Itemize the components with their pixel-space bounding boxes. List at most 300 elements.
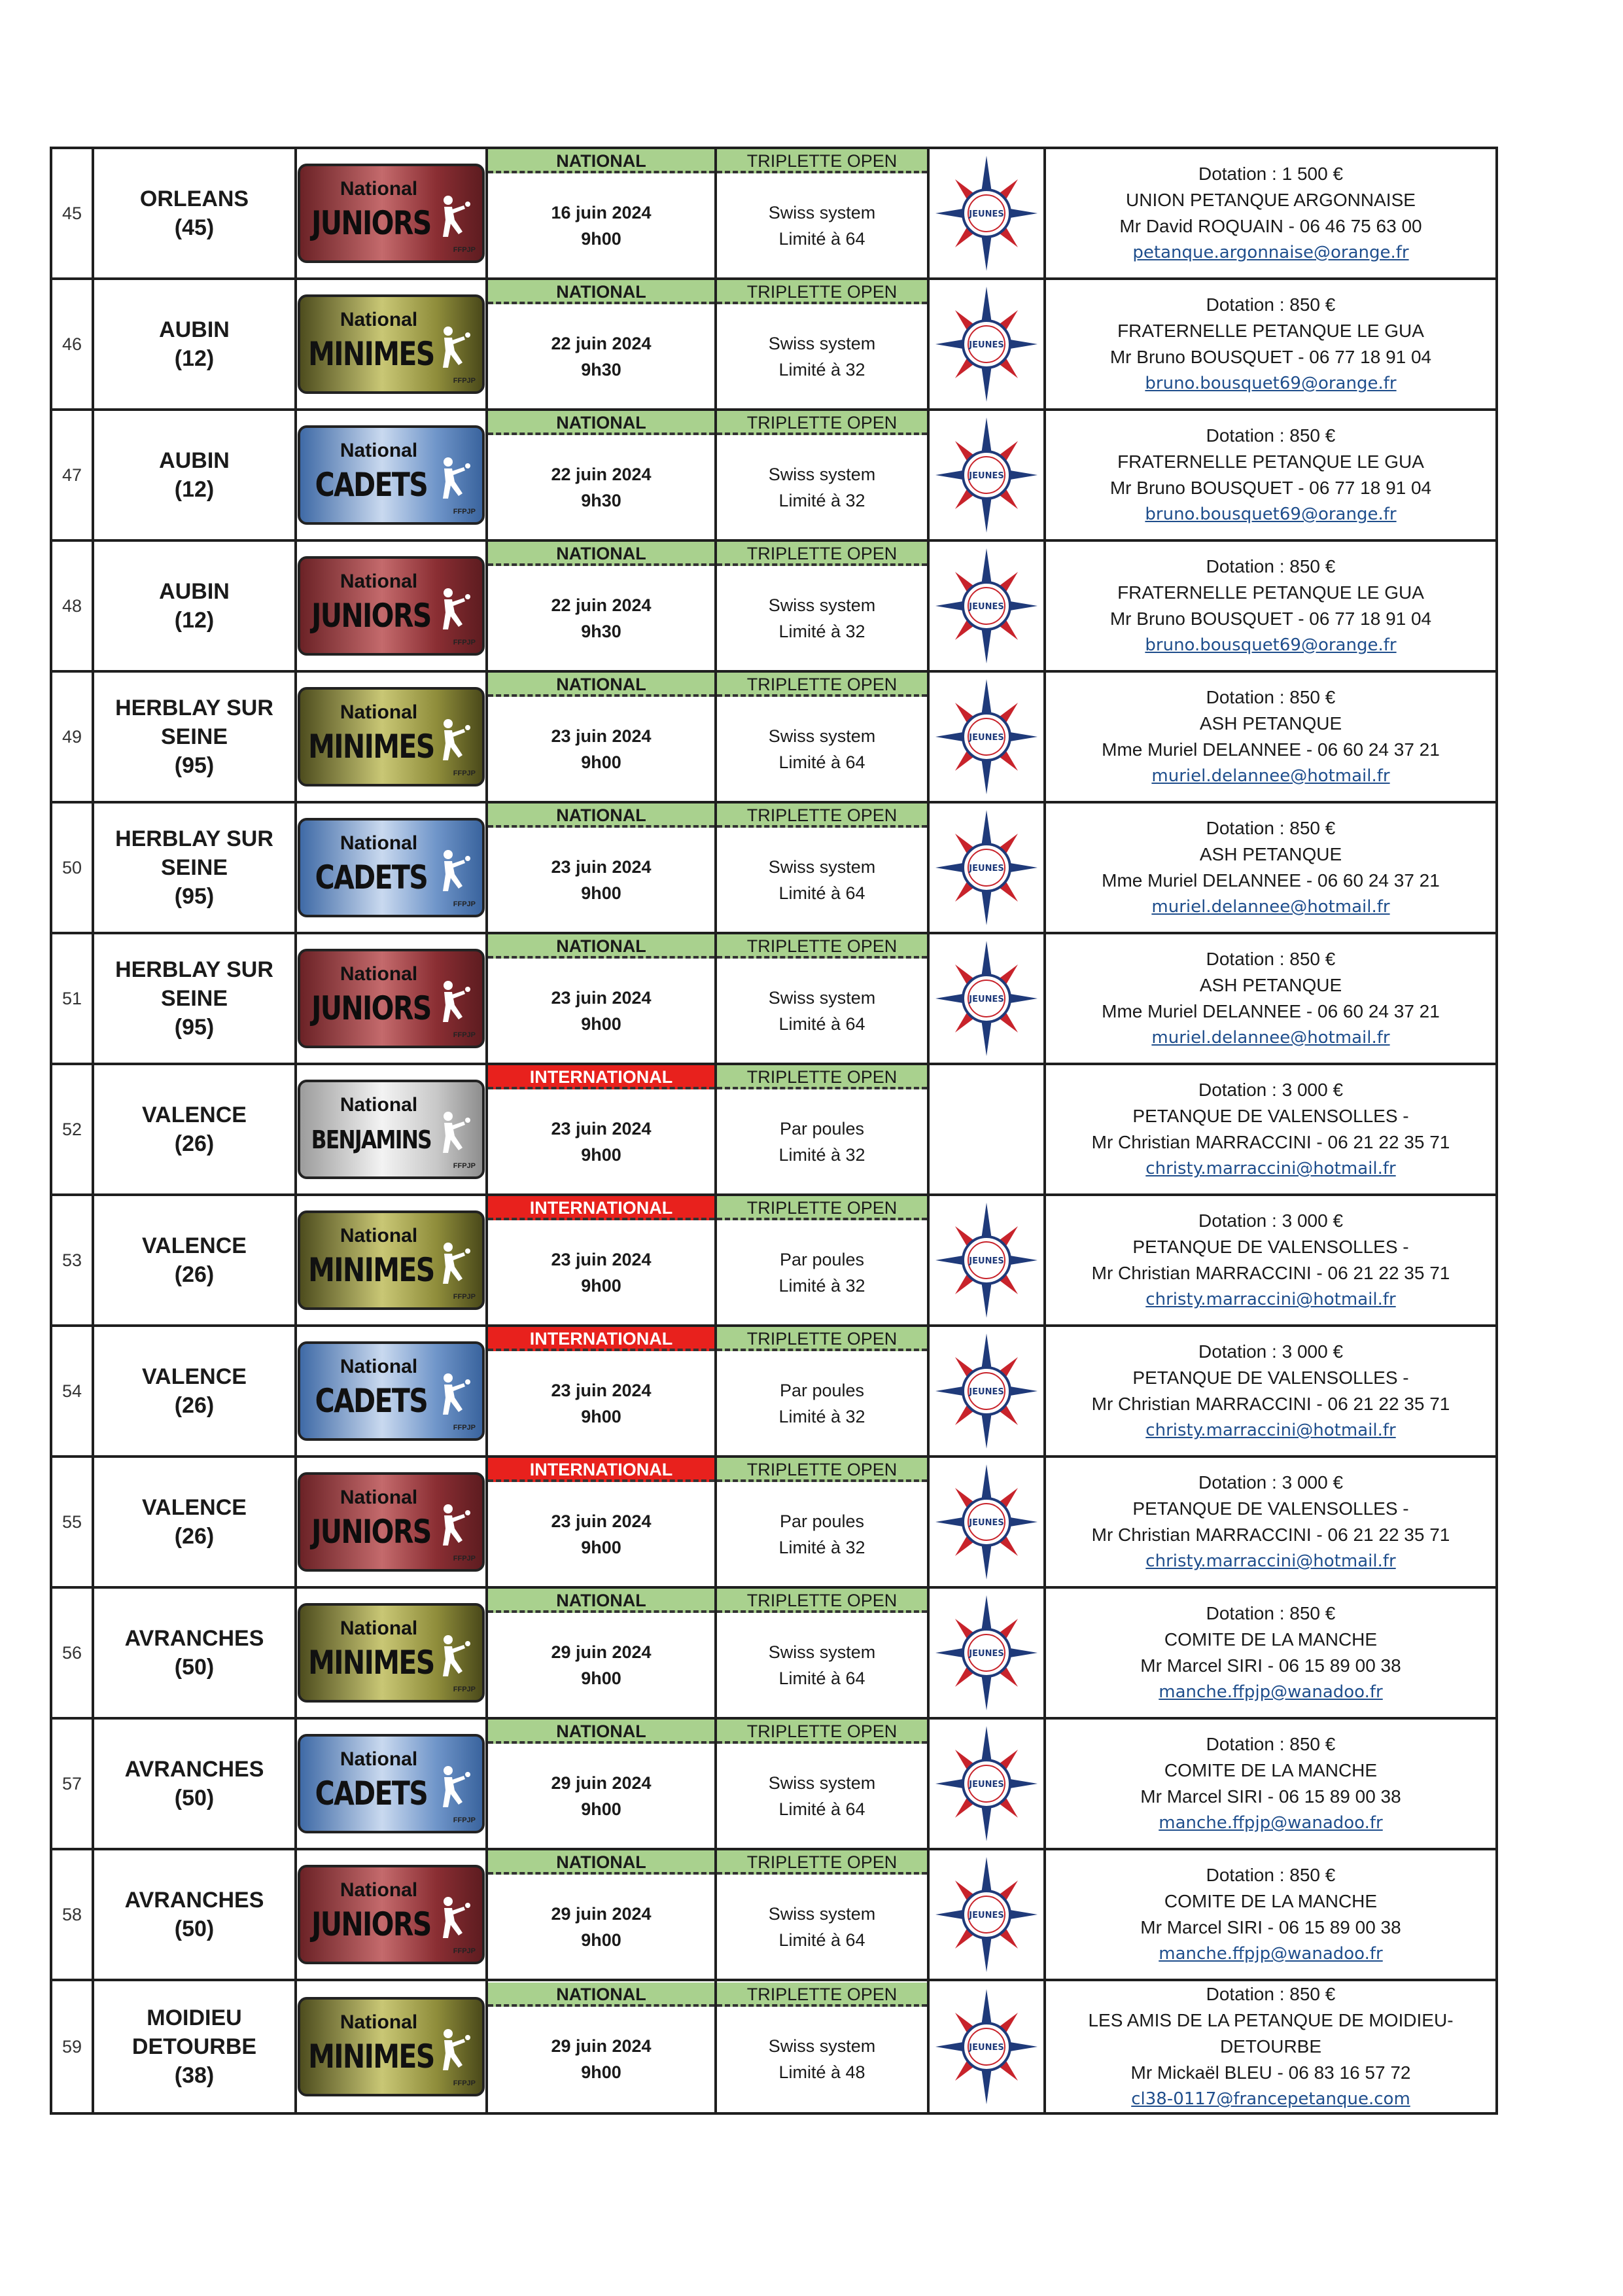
player-icon: [439, 586, 473, 632]
format-label: TRIPLETTE OPEN: [717, 542, 927, 566]
event-info: [1045, 410, 1497, 540]
event-date-cell: [487, 148, 716, 279]
event-limit: Limité à 64: [778, 1799, 865, 1819]
logo-label: JEUNES: [969, 209, 1004, 219]
event-contact: Mr Christian MARRACCINI - 06 21 22 35 71: [1091, 1394, 1450, 1414]
event-email-link[interactable]: christy.marraccini@hotmail.fr: [1145, 1290, 1396, 1309]
city-line: (12): [174, 608, 215, 633]
city-line: VALENCE: [142, 1103, 247, 1127]
logo-label: JEUNES: [969, 995, 1004, 1004]
badge-category-text: MINIMES: [308, 728, 434, 766]
badge-federation-mark: FFPJP: [453, 1424, 476, 1432]
format-label: TRIPLETTE OPEN: [717, 1983, 927, 2007]
format-label: TRIPLETTE OPEN: [717, 1327, 927, 1351]
event-email-link[interactable]: manche.ffpjp@wanadoo.fr: [1159, 1813, 1383, 1833]
category-badge: [298, 1865, 485, 1964]
level-label: INTERNATIONAL: [488, 1327, 714, 1351]
event-club: LES AMIS DE LA PETANQUE DE MOIDIEU-DETOURBE: [1088, 2010, 1454, 2057]
event-format-cell: [716, 1849, 928, 1980]
table-row: [51, 148, 1497, 279]
badge-federation-mark: FFPJP: [453, 1031, 476, 1039]
event-club: FRATERNELLE PETANQUE LE GUA: [1117, 451, 1424, 472]
logo-label: JEUNES: [969, 1780, 1004, 1790]
player-icon: [439, 1633, 473, 1679]
event-city: [93, 933, 296, 1064]
category-badge-cell: [296, 1980, 487, 2113]
event-date-cell: [487, 1195, 716, 1326]
event-contact: Mr Bruno BOUSQUET - 06 77 18 91 04: [1109, 609, 1432, 629]
event-format-cell: [716, 279, 928, 410]
badge-federation-mark: FFPJP: [453, 1555, 476, 1563]
table-row: [51, 1849, 1497, 1980]
event-email-link[interactable]: muriel.delannee@hotmail.fr: [1151, 897, 1390, 917]
city-line: HERBLAY SUR: [115, 957, 273, 982]
event-limit: Limité à 64: [778, 752, 865, 772]
event-dotation: Dotation : 3 000 €: [1198, 1210, 1344, 1231]
event-time: 9h30: [581, 621, 621, 641]
circuit-logo-cell: [928, 540, 1045, 671]
event-city: [93, 1326, 296, 1457]
event-number: 46: [51, 279, 93, 410]
level-label: NATIONAL: [488, 673, 714, 697]
category-badge: [298, 1341, 485, 1441]
circuit-logo-cell: [928, 1326, 1045, 1457]
event-info: [1045, 279, 1497, 410]
circuit-jeunes-logo-icon: [934, 1594, 1039, 1712]
badge-category-text: MINIMES: [308, 2038, 434, 2075]
badge-level-text: National: [340, 1487, 418, 1508]
player-icon: [439, 325, 473, 370]
badge-category-text: MINIMES: [308, 1644, 434, 1682]
category-badge-cell: [296, 1849, 487, 1980]
category-badge: [298, 687, 485, 786]
event-email-link[interactable]: petanque.argonnaise@orange.fr: [1132, 243, 1409, 262]
badge-federation-mark: FFPJP: [453, 1293, 476, 1301]
category-badge-cell: [296, 540, 487, 671]
city-line: SEINE: [160, 855, 228, 880]
event-format-cell: [716, 1718, 928, 1849]
player-icon: [439, 1764, 473, 1810]
city-line: SEINE: [160, 724, 228, 749]
event-system: Par poules: [779, 1380, 865, 1400]
badge-federation-mark: FFPJP: [453, 508, 476, 516]
logo-label: JEUNES: [969, 864, 1004, 874]
format-label: TRIPLETTE OPEN: [717, 934, 927, 959]
city-line: (26): [174, 1262, 215, 1287]
city-line: (12): [174, 477, 215, 502]
circuit-jeunes-logo-icon: [934, 678, 1039, 796]
event-limit: Limité à 64: [778, 883, 865, 903]
event-number: 52: [51, 1064, 93, 1195]
category-badge-cell: [296, 671, 487, 802]
event-email-link[interactable]: muriel.delannee@hotmail.fr: [1151, 766, 1390, 786]
event-system: Par poules: [779, 1511, 865, 1531]
event-date-cell: [487, 1457, 716, 1587]
category-badge: [298, 1603, 485, 1703]
event-limit: Limité à 64: [778, 1930, 865, 1950]
logo-label: JEUNES: [969, 733, 1004, 743]
table-row: [51, 933, 1497, 1064]
event-info: [1045, 1195, 1497, 1326]
event-info: [1045, 1718, 1497, 1849]
circuit-logo-cell: [928, 1849, 1045, 1980]
city-line: AVRANCHES: [124, 1888, 264, 1913]
category-badge: [298, 1080, 485, 1179]
event-limit: Limité à 32: [778, 1144, 865, 1165]
city-line: DETOURBE: [131, 2034, 257, 2059]
badge-federation-mark: FFPJP: [453, 1162, 476, 1170]
level-label: INTERNATIONAL: [488, 1458, 714, 1482]
event-date-cell: [487, 540, 716, 671]
circuit-logo-cell: [928, 279, 1045, 410]
event-format-cell: [716, 1195, 928, 1326]
category-badge-cell: [296, 1587, 487, 1718]
city-line: (95): [174, 884, 215, 909]
level-label: NATIONAL: [488, 411, 714, 435]
category-badge-cell: [296, 1457, 487, 1587]
event-contact: Mr Marcel SIRI - 06 15 89 00 38: [1140, 1917, 1401, 1937]
event-date-cell: [487, 1587, 716, 1718]
event-dotation: Dotation : 850 €: [1206, 556, 1336, 576]
event-club: UNION PETANQUE ARGONNAISE: [1126, 190, 1416, 210]
event-number: 58: [51, 1849, 93, 1980]
event-limit: Limité à 32: [778, 359, 865, 380]
format-label: TRIPLETTE OPEN: [717, 1850, 927, 1875]
event-info: [1045, 671, 1497, 802]
event-number: 51: [51, 933, 93, 1064]
badge-category-text: MINIMES: [308, 1251, 434, 1289]
city-line: AUBIN: [159, 448, 230, 473]
player-icon: [439, 717, 473, 763]
badge-level-text: National: [340, 963, 418, 985]
event-city: [93, 1457, 296, 1587]
event-date: 23 juin 2024: [551, 1380, 652, 1400]
circuit-jeunes-logo-icon: [934, 547, 1039, 665]
event-number: 53: [51, 1195, 93, 1326]
city-line: VALENCE: [142, 1364, 247, 1389]
category-badge-cell: [296, 933, 487, 1064]
event-limit: Limité à 32: [778, 1537, 865, 1557]
circuit-jeunes-logo-icon: [934, 1463, 1039, 1581]
event-date: 29 juin 2024: [551, 1903, 652, 1924]
badge-level-text: National: [340, 571, 418, 592]
badge-level-text: National: [340, 1094, 418, 1116]
event-system: Swiss system: [768, 595, 876, 615]
event-date: 29 juin 2024: [551, 1642, 652, 1662]
badge-level-text: National: [340, 832, 418, 854]
table-row: [51, 410, 1497, 540]
player-icon: [439, 1241, 473, 1286]
event-format-cell: [716, 148, 928, 279]
event-limit: Limité à 64: [778, 1014, 865, 1034]
event-info: [1045, 802, 1497, 933]
circuit-logo-cell: [928, 148, 1045, 279]
level-label: NATIONAL: [488, 149, 714, 173]
city-line: AVRANCHES: [124, 1626, 264, 1651]
event-club: ASH PETANQUE: [1199, 975, 1342, 995]
player-icon: [439, 1371, 473, 1417]
table-row: [51, 1457, 1497, 1587]
event-system: Swiss system: [768, 464, 876, 484]
event-system: Par poules: [779, 1249, 865, 1269]
badge-category-text: JUNIORS: [311, 204, 431, 242]
table-row: [51, 802, 1497, 933]
format-label: TRIPLETTE OPEN: [717, 280, 927, 304]
event-dotation: Dotation : 850 €: [1206, 1734, 1336, 1754]
event-system: Swiss system: [768, 726, 876, 746]
badge-level-text: National: [340, 1617, 418, 1639]
category-badge: [298, 294, 485, 394]
level-label: INTERNATIONAL: [488, 1196, 714, 1220]
event-time: 9h00: [581, 1406, 621, 1426]
event-system: Swiss system: [768, 1773, 876, 1793]
player-icon: [439, 979, 473, 1025]
event-email-link[interactable]: manche.ffpjp@wanadoo.fr: [1159, 1944, 1383, 1964]
badge-level-text: National: [340, 1356, 418, 1377]
category-badge-cell: [296, 1718, 487, 1849]
event-format-cell: [716, 540, 928, 671]
format-label: TRIPLETTE OPEN: [717, 1589, 927, 1613]
event-date-cell: [487, 279, 716, 410]
badge-federation-mark: FFPJP: [453, 2079, 476, 2087]
city-line: (38): [174, 2063, 215, 2088]
events-table-wrapper: [50, 147, 1495, 2115]
city-line: AUBIN: [159, 317, 230, 342]
event-email-link[interactable]: bruno.bousquet69@orange.fr: [1145, 374, 1397, 393]
logo-label: JEUNES: [969, 1911, 1004, 1920]
circuit-jeunes-logo-icon: [934, 1201, 1039, 1319]
badge-level-text: National: [340, 178, 418, 200]
event-info: [1045, 1587, 1497, 1718]
city-line: AVRANCHES: [124, 1757, 264, 1782]
level-label: NATIONAL: [488, 1983, 714, 2007]
event-club: COMITE DE LA MANCHE: [1164, 1629, 1378, 1650]
event-city: [93, 1064, 296, 1195]
event-time: 9h00: [581, 1014, 621, 1034]
circuit-jeunes-logo-icon: [934, 154, 1039, 272]
player-icon: [439, 1895, 473, 1941]
level-label: NATIONAL: [488, 542, 714, 566]
event-time: 9h00: [581, 1537, 621, 1557]
event-number: 56: [51, 1587, 93, 1718]
circuit-jeunes-logo-icon: [934, 416, 1039, 534]
circuit-jeunes-logo-icon: [934, 1332, 1039, 1450]
event-dotation: Dotation : 850 €: [1206, 425, 1336, 446]
event-city: [93, 279, 296, 410]
event-email-link[interactable]: christy.marraccini@hotmail.fr: [1145, 1159, 1396, 1178]
level-label: NATIONAL: [488, 1850, 714, 1875]
category-badge-cell: [296, 148, 487, 279]
event-club: COMITE DE LA MANCHE: [1164, 1891, 1378, 1911]
table-row: [51, 1326, 1497, 1457]
event-date: 22 juin 2024: [551, 333, 652, 353]
event-club: ASH PETANQUE: [1199, 844, 1342, 864]
event-contact: Mme Muriel DELANNEE - 06 60 24 37 21: [1102, 870, 1440, 891]
event-date-cell: [487, 1064, 716, 1195]
category-badge: [298, 949, 485, 1048]
event-date: 23 juin 2024: [551, 1118, 652, 1139]
event-number: 57: [51, 1718, 93, 1849]
event-number: 47: [51, 410, 93, 540]
event-email-link[interactable]: bruno.bousquet69@orange.fr: [1145, 635, 1397, 655]
city-line: VALENCE: [142, 1233, 247, 1258]
event-date: 22 juin 2024: [551, 464, 652, 484]
event-date-cell: [487, 1718, 716, 1849]
event-format-cell: [716, 933, 928, 1064]
event-contact: Mr Marcel SIRI - 06 15 89 00 38: [1140, 1655, 1401, 1676]
format-label: TRIPLETTE OPEN: [717, 1065, 927, 1089]
event-info: [1045, 933, 1497, 1064]
event-date-cell: [487, 802, 716, 933]
event-dotation: Dotation : 850 €: [1206, 687, 1336, 707]
event-info: [1045, 1457, 1497, 1587]
category-badge-cell: [296, 802, 487, 933]
event-limit: Limité à 32: [778, 621, 865, 641]
city-line: (95): [174, 753, 215, 778]
city-line: AUBIN: [159, 579, 230, 604]
badge-federation-mark: FFPJP: [453, 639, 476, 646]
event-date-cell: [487, 933, 716, 1064]
event-city: [93, 671, 296, 802]
category-badge-cell: [296, 410, 487, 540]
city-line: ORLEANS: [139, 186, 249, 211]
event-time: 9h00: [581, 1144, 621, 1165]
level-label: NATIONAL: [488, 1589, 714, 1613]
event-number: 45: [51, 148, 93, 279]
event-dotation: Dotation : 850 €: [1206, 1984, 1336, 2004]
format-label: TRIPLETTE OPEN: [717, 1458, 927, 1482]
badge-level-text: National: [340, 440, 418, 461]
event-format-cell: [716, 802, 928, 933]
event-date-cell: [487, 671, 716, 802]
event-city: [93, 1195, 296, 1326]
table-row: [51, 279, 1497, 410]
format-label: TRIPLETTE OPEN: [717, 673, 927, 697]
event-email-link[interactable]: bruno.bousquet69@orange.fr: [1145, 504, 1397, 524]
city-line: (26): [174, 1131, 215, 1156]
event-date: 29 juin 2024: [551, 1773, 652, 1793]
event-club: COMITE DE LA MANCHE: [1164, 1760, 1378, 1780]
event-info: [1045, 1980, 1497, 2113]
badge-federation-mark: FFPJP: [453, 1686, 476, 1693]
logo-label: JEUNES: [969, 1649, 1004, 1659]
event-email-link[interactable]: muriel.delannee@hotmail.fr: [1151, 1028, 1390, 1048]
event-number: 48: [51, 540, 93, 671]
circuit-logo-cell: [928, 1195, 1045, 1326]
event-system: Swiss system: [768, 1903, 876, 1924]
event-dotation: Dotation : 3 000 €: [1198, 1341, 1344, 1362]
event-contact: Mr Marcel SIRI - 06 15 89 00 38: [1140, 1786, 1401, 1807]
badge-category-text: JUNIORS: [311, 1513, 431, 1551]
category-badge-cell: [296, 1064, 487, 1195]
format-label: TRIPLETTE OPEN: [717, 1196, 927, 1220]
city-line: MOIDIEU: [147, 2005, 242, 2030]
table-row: [51, 1980, 1497, 2113]
category-badge: [298, 1472, 485, 1572]
event-date-cell: [487, 1849, 716, 1980]
badge-category-text: CADETS: [315, 858, 428, 896]
event-format-cell: [716, 671, 928, 802]
city-line: VALENCE: [142, 1495, 247, 1520]
badge-level-text: National: [340, 701, 418, 723]
event-club: FRATERNELLE PETANQUE LE GUA: [1117, 582, 1424, 603]
badge-level-text: National: [340, 1225, 418, 1246]
logo-label: JEUNES: [969, 340, 1004, 350]
player-icon: [439, 1110, 473, 1156]
event-time: 9h00: [581, 1799, 621, 1819]
event-date: 29 juin 2024: [551, 2036, 652, 2056]
format-label: TRIPLETTE OPEN: [717, 411, 927, 435]
event-format-cell: [716, 1457, 928, 1587]
badge-federation-mark: FFPJP: [453, 769, 476, 777]
circuit-logo-cell: [928, 1457, 1045, 1587]
event-email-link[interactable]: manche.ffpjp@wanadoo.fr: [1159, 1682, 1383, 1702]
event-city: [93, 1849, 296, 1980]
event-time: 9h00: [581, 2062, 621, 2082]
logo-label: JEUNES: [969, 1256, 1004, 1266]
circuit-logo-cell: [928, 1064, 1045, 1195]
event-info: [1045, 540, 1497, 671]
table-row: [51, 1195, 1497, 1326]
circuit-jeunes-logo-icon: [934, 1856, 1039, 1973]
event-dotation: Dotation : 850 €: [1206, 818, 1336, 838]
event-system: Swiss system: [768, 2036, 876, 2056]
logo-label: JEUNES: [969, 2043, 1004, 2053]
badge-category-text: CADETS: [315, 1775, 428, 1812]
event-email-link[interactable]: christy.marraccini@hotmail.fr: [1145, 1421, 1396, 1440]
event-dotation: Dotation : 3 000 €: [1198, 1472, 1344, 1492]
event-date-cell: [487, 1326, 716, 1457]
event-number: 49: [51, 671, 93, 802]
event-time: 9h30: [581, 359, 621, 380]
events-table: [50, 147, 1498, 2115]
level-label: NATIONAL: [488, 934, 714, 959]
event-number: 59: [51, 1980, 93, 2113]
event-limit: Limité à 48: [778, 2062, 865, 2082]
table-row: [51, 540, 1497, 671]
event-contact: Mr Mickaël BLEU - 06 83 16 57 72: [1130, 2062, 1411, 2083]
event-time: 9h00: [581, 228, 621, 249]
event-time: 9h00: [581, 752, 621, 772]
badge-federation-mark: FFPJP: [453, 1816, 476, 1824]
event-contact: Mme Muriel DELANNEE - 06 60 24 37 21: [1102, 739, 1440, 760]
event-city: [93, 148, 296, 279]
city-line: HERBLAY SUR: [115, 826, 273, 851]
format-label: TRIPLETTE OPEN: [717, 1720, 927, 1744]
event-system: Par poules: [779, 1118, 865, 1139]
event-format-cell: [716, 1587, 928, 1718]
event-date: 16 juin 2024: [551, 202, 652, 222]
event-system: Swiss system: [768, 333, 876, 353]
logo-label: JEUNES: [969, 471, 1004, 481]
badge-level-text: National: [340, 309, 418, 330]
table-row: [51, 1587, 1497, 1718]
event-date: 22 juin 2024: [551, 595, 652, 615]
category-badge-cell: [296, 279, 487, 410]
logo-label: JEUNES: [969, 1387, 1004, 1397]
event-contact: Mr Christian MARRACCINI - 06 21 22 35 71: [1091, 1263, 1450, 1283]
event-email-link[interactable]: christy.marraccini@hotmail.fr: [1145, 1551, 1396, 1571]
event-time: 9h00: [581, 883, 621, 903]
event-email-link[interactable]: cl38-0117@francepetanque.com: [1131, 2089, 1410, 2109]
event-date: 23 juin 2024: [551, 987, 652, 1008]
category-badge: [298, 556, 485, 656]
badge-category-text: JUNIORS: [311, 1905, 431, 1943]
event-city: [93, 540, 296, 671]
event-system: Swiss system: [768, 987, 876, 1008]
level-label: NATIONAL: [488, 280, 714, 304]
badge-level-text: National: [340, 2011, 418, 2033]
